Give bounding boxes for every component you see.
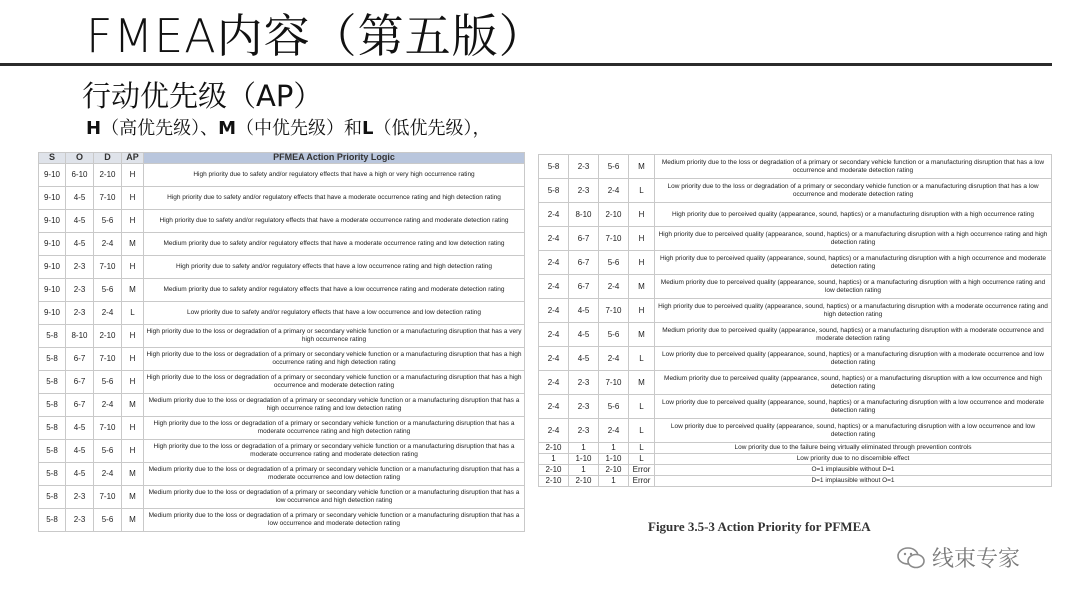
cell-logic: High priority due to the loss or degradation of a primary or secondary vehicle function or a manufacturing disruption that has a high occurrence rating and high detection rating <box>144 348 525 371</box>
cell-occurrence: 1-10 <box>569 454 599 465</box>
level-m-text: （中优先级）和 <box>236 118 362 139</box>
cell-ap: H <box>122 440 144 463</box>
cell-logic: High priority due to safety and/or regulatory effects that have a moderate occurrence rating and moderate detection rating <box>144 210 525 233</box>
cell-occurrence: 6-7 <box>569 227 599 251</box>
cell-logic: Low priority due to perceived quality (appearance, sound, haptics) or a manufacturing disruption with a low occurrence and moderate detection rating <box>655 395 1052 419</box>
table-row <box>39 325 525 348</box>
cell-severity: 2-4 <box>539 227 569 251</box>
cell-occurrence: 4-5 <box>66 233 94 256</box>
cell-severity: 2-4 <box>539 275 569 299</box>
cell-ap: H <box>629 251 655 275</box>
cell-logic: Low priority due to perceived quality (appearance, sound, haptics) or a manufacturing disruption with a moderate occurrence and low detection rating <box>655 347 1052 371</box>
cell-ap: H <box>122 256 144 279</box>
cell-severity: 5-8 <box>39 394 66 417</box>
cell-severity: 2-4 <box>539 347 569 371</box>
cell-severity: 2-4 <box>539 323 569 347</box>
cell-detection: 1 <box>599 476 629 487</box>
cell-severity: 5-8 <box>39 440 66 463</box>
table-row <box>539 476 1052 487</box>
cell-occurrence: 2-3 <box>569 371 599 395</box>
cell-occurrence: 2-3 <box>569 395 599 419</box>
header-d: D <box>94 153 122 164</box>
cell-occurrence: 2-3 <box>66 486 94 509</box>
table-row <box>39 210 525 233</box>
table-row <box>539 465 1052 476</box>
cell-ap: L <box>629 395 655 419</box>
cell-logic: High priority due to safety and/or regulatory effects that have a high or very high occurrence rating <box>144 164 525 187</box>
cell-occurrence: 2-3 <box>66 302 94 325</box>
cell-logic: Medium priority due to the loss or degradation of a primary or secondary vehicle function or a manufacturing disruption that has a low occurrence and moderate detection rating <box>655 155 1052 179</box>
cell-occurrence: 8-10 <box>66 325 94 348</box>
priority-levels <box>86 117 490 141</box>
cell-ap: M <box>122 486 144 509</box>
cell-detection: 5-6 <box>94 210 122 233</box>
table-row <box>539 323 1052 347</box>
cell-severity: 2-10 <box>539 465 569 476</box>
cell-severity: 9-10 <box>39 256 66 279</box>
cell-ap: H <box>629 203 655 227</box>
table-row <box>39 279 525 302</box>
cell-occurrence: 4-5 <box>66 187 94 210</box>
title-divider <box>0 63 1052 66</box>
cell-occurrence: 4-5 <box>66 440 94 463</box>
table-row <box>539 251 1052 275</box>
cell-occurrence: 6-7 <box>66 371 94 394</box>
table-row <box>39 486 525 509</box>
cell-detection: 7-10 <box>94 187 122 210</box>
cell-occurrence: 2-10 <box>569 476 599 487</box>
table-header-row <box>39 153 525 164</box>
table-row <box>39 187 525 210</box>
cell-logic: High priority due to the loss or degradation of a primary or secondary vehicle function or a manufacturing disruption that has a moderate occurrence rating and moderate detection rating <box>144 440 525 463</box>
cell-detection: 2-10 <box>599 465 629 476</box>
cell-severity: 9-10 <box>39 233 66 256</box>
section-subtitle: 行动优先级（AP） <box>82 79 323 113</box>
table-row <box>39 164 525 187</box>
cell-severity: 2-4 <box>539 419 569 443</box>
cell-ap: M <box>629 155 655 179</box>
cell-severity: 5-8 <box>39 371 66 394</box>
cell-logic: High priority due to safety and/or regulatory effects that have a low occurrence rating and high detection rating <box>144 256 525 279</box>
cell-detection: 5-6 <box>599 395 629 419</box>
cell-ap: M <box>629 275 655 299</box>
wechat-icon <box>896 545 926 571</box>
table-row <box>539 419 1052 443</box>
cell-occurrence: 6-7 <box>66 348 94 371</box>
table-row <box>539 227 1052 251</box>
cell-logic: Low priority due to perceived quality (appearance, sound, haptics) or a manufacturing disruption with a low occurrence and low detection rating <box>655 419 1052 443</box>
cell-severity: 2-4 <box>539 203 569 227</box>
cell-detection: 5-6 <box>599 251 629 275</box>
cell-detection: 7-10 <box>94 417 122 440</box>
cell-detection: 2-10 <box>599 203 629 227</box>
table-row <box>539 179 1052 203</box>
cell-detection: 2-10 <box>94 325 122 348</box>
cell-occurrence: 2-3 <box>66 509 94 532</box>
cell-severity: 5-8 <box>39 509 66 532</box>
cell-ap: H <box>122 210 144 233</box>
cell-detection: 2-4 <box>94 394 122 417</box>
cell-detection: 2-4 <box>599 275 629 299</box>
cell-severity: 2-10 <box>539 476 569 487</box>
cell-detection: 2-4 <box>94 233 122 256</box>
cell-logic: Medium priority due to the loss or degradation of a primary or secondary vehicle function or a manufacturing disruption that has a moderate occurrence and low detection rating <box>144 463 525 486</box>
table-row <box>539 371 1052 395</box>
table-row <box>539 443 1052 454</box>
cell-detection: 2-4 <box>599 419 629 443</box>
header-logic: PFMEA Action Priority Logic <box>144 153 525 164</box>
cell-ap: L <box>629 443 655 454</box>
cell-ap: Error <box>629 465 655 476</box>
cell-occurrence: 1 <box>569 443 599 454</box>
cell-severity: 9-10 <box>39 187 66 210</box>
cell-severity: 5-8 <box>39 486 66 509</box>
cell-occurrence: 6-10 <box>66 164 94 187</box>
cell-detection: 2-4 <box>599 347 629 371</box>
cell-logic: Medium priority due to perceived quality (appearance, sound, haptics) or a manufacturing disruption with a low occurrence and high detection rating <box>655 371 1052 395</box>
cell-occurrence: 4-5 <box>66 417 94 440</box>
cell-ap: H <box>629 299 655 323</box>
cell-detection: 7-10 <box>599 299 629 323</box>
cell-detection: 2-4 <box>94 302 122 325</box>
table-row <box>539 454 1052 465</box>
cell-severity: 9-10 <box>39 279 66 302</box>
header-o: O <box>66 153 94 164</box>
cell-ap: L <box>629 454 655 465</box>
level-m: M <box>218 118 236 139</box>
cell-ap: H <box>122 325 144 348</box>
cell-logic: Medium priority due to the loss or degradation of a primary or secondary vehicle function or a manufacturing disruption that has a low occurrence and high detection rating <box>144 486 525 509</box>
cell-ap: M <box>629 371 655 395</box>
table-row <box>39 302 525 325</box>
cell-detection: 1-10 <box>599 454 629 465</box>
cell-severity: 5-8 <box>39 417 66 440</box>
header-s: S <box>39 153 66 164</box>
table-row <box>39 509 525 532</box>
cell-occurrence: 1 <box>569 465 599 476</box>
cell-occurrence: 2-3 <box>66 256 94 279</box>
cell-logic: Low priority due to no discernible effect <box>655 454 1052 465</box>
header-ap: AP <box>122 153 144 164</box>
table-row <box>539 299 1052 323</box>
cell-ap: L <box>629 419 655 443</box>
cell-logic: D=1 implausible without O=1 <box>655 476 1052 487</box>
cell-severity: 2-4 <box>539 395 569 419</box>
cell-occurrence: 4-5 <box>569 299 599 323</box>
page-title: FMEA内容（第五版） <box>86 9 546 63</box>
cell-logic: Low priority due to the loss or degradation of a primary or secondary vehicle function or a manufacturing disruption that has a low occurrence and moderate detection rating <box>655 179 1052 203</box>
table-row <box>539 155 1052 179</box>
cell-severity: 9-10 <box>39 164 66 187</box>
cell-detection: 2-4 <box>94 463 122 486</box>
cell-logic: Medium priority due to the loss or degradation of a primary or secondary vehicle function or a manufacturing disruption that has a high occurrence rating and low detection rating <box>144 394 525 417</box>
pfmea-table-left <box>38 152 525 532</box>
cell-logic: Medium priority due to safety and/or regulatory effects that have a low occurrence rating and moderate detection rating <box>144 279 525 302</box>
cell-logic: High priority due to the loss or degradation of a primary or secondary vehicle function or a manufacturing disruption that has a very high occurrence rating <box>144 325 525 348</box>
cell-logic: Medium priority due to safety and/or regulatory effects that have a moderate occurrence rating and low detection rating <box>144 233 525 256</box>
cell-ap: L <box>122 302 144 325</box>
cell-detection: 7-10 <box>599 227 629 251</box>
figure-caption: Figure 3.5-3 Action Priority for PFMEA <box>648 519 871 534</box>
cell-logic: High priority due to perceived quality (appearance, sound, haptics) or a manufacturing disruption with a moderate occurrence rating and high detection rating <box>655 299 1052 323</box>
cell-severity: 5-8 <box>39 325 66 348</box>
table-row <box>39 348 525 371</box>
cell-occurrence: 6-7 <box>569 275 599 299</box>
cell-ap: H <box>122 187 144 210</box>
cell-occurrence: 4-5 <box>66 210 94 233</box>
cell-occurrence: 8-10 <box>569 203 599 227</box>
cell-ap: H <box>122 371 144 394</box>
table-row <box>539 203 1052 227</box>
cell-severity: 9-10 <box>39 210 66 233</box>
cell-occurrence: 6-7 <box>66 394 94 417</box>
table-row <box>539 347 1052 371</box>
cell-logic: O=1 implausible without D=1 <box>655 465 1052 476</box>
cell-ap: M <box>122 394 144 417</box>
cell-detection: 5-6 <box>94 371 122 394</box>
level-l: L <box>362 118 374 139</box>
cell-detection: 5-6 <box>94 440 122 463</box>
cell-severity: 5-8 <box>539 179 569 203</box>
cell-detection: 2-10 <box>94 164 122 187</box>
table-row <box>539 275 1052 299</box>
table-row <box>39 440 525 463</box>
cell-ap: M <box>122 233 144 256</box>
cell-occurrence: 4-5 <box>569 323 599 347</box>
table-row <box>39 233 525 256</box>
cell-severity: 9-10 <box>39 302 66 325</box>
cell-ap: H <box>122 164 144 187</box>
cell-detection: 7-10 <box>94 486 122 509</box>
cell-occurrence: 2-3 <box>569 155 599 179</box>
cell-logic: High priority due to perceived quality (appearance, sound, haptics) or a manufacturing disruption with a high occurrence and moderate detection rating <box>655 251 1052 275</box>
cell-ap: H <box>122 417 144 440</box>
cell-occurrence: 4-5 <box>569 347 599 371</box>
cell-occurrence: 2-3 <box>569 179 599 203</box>
table-row <box>39 394 525 417</box>
table-row <box>539 395 1052 419</box>
cell-logic: Low priority due to safety and/or regulatory effects that have a low occurrence and low detection rating <box>144 302 525 325</box>
cell-severity: 2-4 <box>539 251 569 275</box>
cell-ap: H <box>122 348 144 371</box>
cell-ap: M <box>629 323 655 347</box>
cell-ap: H <box>629 227 655 251</box>
cell-severity: 5-8 <box>39 463 66 486</box>
cell-ap: Error <box>629 476 655 487</box>
cell-detection: 5-6 <box>94 279 122 302</box>
cell-detection: 7-10 <box>94 256 122 279</box>
cell-logic: High priority due to the loss or degradation of a primary or secondary vehicle function or a manufacturing disruption that has a high occurrence and moderate detection rating <box>144 371 525 394</box>
cell-ap: L <box>629 347 655 371</box>
cell-logic: High priority due to safety and/or regulatory effects that have a moderate occurrence rating and high detection rating <box>144 187 525 210</box>
cell-logic: Medium priority due to the loss or degradation of a primary or secondary vehicle function or a manufacturing disruption that has a low occurrence and moderate detection rating <box>144 509 525 532</box>
cell-severity: 2-4 <box>539 371 569 395</box>
cell-ap: L <box>629 179 655 203</box>
table-row <box>39 417 525 440</box>
cell-severity: 2-10 <box>539 443 569 454</box>
cell-logic: Medium priority due to perceived quality (appearance, sound, haptics) or a manufacturing disruption with a high occurrence rating and low detection rating <box>655 275 1052 299</box>
cell-detection: 7-10 <box>94 348 122 371</box>
cell-detection: 2-4 <box>599 179 629 203</box>
level-h-text: （高优先级）、 <box>101 118 219 139</box>
cell-logic: Low priority due to the failure being virtually eliminated through prevention controls <box>655 443 1052 454</box>
table-row <box>39 463 525 486</box>
table-row <box>39 256 525 279</box>
cell-detection: 5-6 <box>599 323 629 347</box>
table-row <box>39 371 525 394</box>
cell-detection: 1 <box>599 443 629 454</box>
cell-logic: High priority due to the loss or degradation of a primary or secondary vehicle function or a manufacturing disruption that has a moderate occurrence rating and high detection rating <box>144 417 525 440</box>
cell-logic: Medium priority due to perceived quality (appearance, sound, haptics) or a manufacturing disruption with a moderate occurrence and moderate detection rating <box>655 323 1052 347</box>
level-h: H <box>86 118 102 139</box>
pfmea-table-right <box>538 154 1052 487</box>
cell-severity: 5-8 <box>539 155 569 179</box>
cell-occurrence: 2-3 <box>66 279 94 302</box>
cell-occurrence: 2-3 <box>569 419 599 443</box>
watermark <box>896 542 1020 573</box>
cell-severity: 1 <box>539 454 569 465</box>
cell-ap: M <box>122 279 144 302</box>
cell-detection: 7-10 <box>599 371 629 395</box>
cell-ap: M <box>122 509 144 532</box>
cell-logic: High priority due to perceived quality (appearance, sound, haptics) or a manufacturing disruption with a high occurrence rating and high detection rating <box>655 227 1052 251</box>
cell-occurrence: 4-5 <box>66 463 94 486</box>
cell-severity: 2-4 <box>539 299 569 323</box>
cell-detection: 5-6 <box>94 509 122 532</box>
watermark-text: 线束专家 <box>932 547 1021 572</box>
cell-severity: 5-8 <box>39 348 66 371</box>
cell-ap: M <box>122 463 144 486</box>
level-l-text: （低优先级）， <box>373 118 491 139</box>
cell-occurrence: 6-7 <box>569 251 599 275</box>
cell-logic: High priority due to perceived quality (appearance, sound, haptics) or a manufacturing disruption with a high occurrence rating <box>655 203 1052 227</box>
cell-detection: 5-6 <box>599 155 629 179</box>
